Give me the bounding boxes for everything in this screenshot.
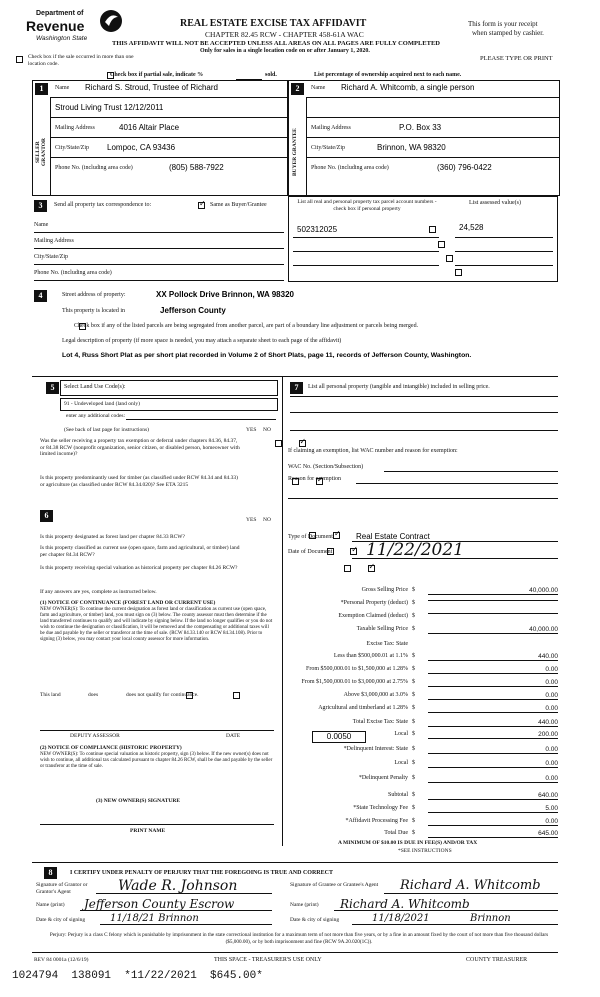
calc-value[interactable]: 0.00 — [428, 775, 558, 783]
calc-row — [290, 792, 558, 802]
dollar-sign: $ — [412, 600, 415, 606]
parcel-header: List all real and personal property tax parcel account numbers - check box if personal property — [297, 199, 437, 212]
doc-date[interactable]: 11/22/2021 — [366, 540, 464, 560]
assessed-header: List assessed value(s) — [469, 200, 521, 206]
type-or-print: PLEASE TYPE OR PRINT — [480, 55, 553, 62]
print-name: PRINT NAME — [130, 828, 166, 834]
seller-phone-label: Phone No. (including area code) — [55, 165, 133, 171]
warning-line: THIS AFFIDAVIT WILL NOT BE ACCEPTED UNLESS ALL AREAS ON ALL PAGES ARE FULLY COMPLETED — [112, 40, 440, 47]
this-land: This land — [40, 692, 61, 698]
buyer-city[interactable]: Brinnon, WA 98320 — [377, 143, 446, 152]
calc-label: Excise Tax: State — [366, 641, 408, 647]
question-2: Is this property predominantly used for timber (as classified under RCW 84.34 and 84.33) or agriculture (as classified under RCW 84.34.020)? See ETA 3215 — [40, 475, 239, 488]
calc-row — [290, 818, 558, 828]
only-for-line: Only for sales in a single location code on or after January 1, 2020. — [200, 48, 370, 54]
calc-row — [290, 775, 558, 785]
dept-line2: Revenue — [26, 18, 85, 34]
buyer-side-label: BUYER GRANTEE — [292, 128, 298, 176]
dollar-sign: $ — [412, 587, 415, 593]
form-number: REV 84 0001a (12/6/19) — [34, 957, 89, 963]
calc-value[interactable]: 200.00 — [428, 731, 558, 739]
calc-label: Subtotal — [387, 792, 408, 798]
calc-label: From $500,000.01 to $1,500,000 at 1.28% — [306, 666, 408, 672]
grantee-sig-label: Signature of Grantee or Grantee's Agent — [290, 882, 379, 888]
street-address[interactable]: XX Pollock Drive Brinnon, WA 98320 — [156, 290, 294, 299]
yes-header-2: YES — [246, 517, 257, 523]
calc-label: Less than $500,000.01 at 1.1% — [333, 653, 408, 659]
notice2-title: (2) NOTICE OF COMPLIANCE (HISTORIC PROPERTY) — [40, 745, 182, 751]
question-1: Was the seller receiving a property tax exemption or deferral under chapters 84.36, 84.37, or 84.38 RCW (nonprofit organization, senior citizen, or disabled person, homeowner with limited income)? — [40, 438, 240, 457]
grantee-date[interactable]: 11/18/2021 — [372, 913, 430, 924]
dollar-sign: $ — [412, 705, 415, 711]
calc-value[interactable]: 0.00 — [428, 705, 558, 713]
seller-section — [32, 80, 288, 196]
calc-row — [290, 692, 558, 702]
no-header-1: NO — [263, 427, 271, 433]
personal-property-checkbox-3[interactable] — [446, 255, 453, 262]
calc-label: *Delinquent Penalty — [358, 775, 408, 781]
calc-label: Local — [394, 760, 408, 766]
personal-property-checkbox-2[interactable] — [438, 241, 445, 248]
grantor-sig-label: Signature of Grantor or Grantor's Agent — [36, 882, 88, 895]
calc-label: *State Technology Fee — [353, 805, 408, 811]
no-header-2: NO — [263, 517, 271, 523]
calc-row — [290, 641, 558, 651]
dollar-sign: $ — [412, 679, 415, 685]
calc-row — [290, 705, 558, 715]
calc-row — [290, 626, 558, 636]
calc-label: *Personal Property (deduct) — [340, 600, 408, 606]
seller-phone[interactable]: (805) 588-7922 — [169, 163, 224, 172]
seller-address-label: Mailing Address — [55, 125, 95, 131]
section-5-number: 5 — [46, 382, 59, 394]
grantor-signature[interactable]: Wade R. Johnson — [118, 878, 238, 894]
calc-row — [290, 653, 558, 663]
ownership-note: List percentage of ownership acquired next to each name. — [314, 72, 462, 78]
seller-side-label: SELLER GRANTOR — [35, 138, 47, 167]
receipt-note-2: when stamped by cashier. — [472, 29, 544, 37]
calc-label: *Delinquent Interest: State — [343, 746, 408, 752]
seller-name-label: Name — [55, 85, 70, 91]
calc-label: Above $3,000,000 at 3.0% — [343, 692, 408, 698]
grantee-name[interactable]: Richard A. Whitcomb — [340, 897, 470, 911]
calc-value[interactable]: 0.00 — [428, 818, 558, 826]
seller-address[interactable]: 4016 Altair Place — [119, 123, 180, 132]
if-yes: If any answers are yes, complete as instructed below. — [40, 589, 157, 595]
treasurer-space: THIS SPACE - TREASURER'S USE ONLY — [214, 957, 322, 963]
form-title: REAL ESTATE EXCISE TAX AFFIDAVIT — [180, 18, 367, 29]
section-3-number: 3 — [34, 200, 47, 212]
does-label: does — [88, 692, 99, 698]
grantor-date[interactable]: 11/18/21 Brinnon — [110, 913, 199, 924]
personal-property-checkbox-4[interactable] — [455, 269, 462, 276]
multi-location-label: Check box if the sale occurred in more than one location code. — [28, 54, 134, 67]
q5-no[interactable] — [368, 565, 375, 572]
calc-value[interactable]: 0.00 — [428, 746, 558, 754]
personal-property-checkbox-1[interactable] — [429, 226, 436, 233]
seller-city-label: City/State/Zip — [55, 145, 89, 151]
receipt-note-1: This form is your receipt — [468, 20, 538, 28]
calc-row — [290, 600, 558, 610]
treasurer-stamp: 1024794 138091 *11/22/2021 $645.00* — [12, 970, 263, 982]
buyer-address-label: Mailing Address — [311, 125, 351, 131]
grantee-name-label: Name (print) — [290, 902, 319, 908]
calc-value[interactable]: 0.00 — [428, 692, 558, 700]
q5-yes[interactable] — [344, 565, 351, 572]
calc-row — [290, 830, 558, 840]
calc-label: Exemption Claimed (deduct) — [338, 613, 408, 619]
assessed-value[interactable]: 24,528 — [459, 223, 484, 232]
exemption-claim: If claiming an exemption, list WAC number and reason for exemption: — [288, 448, 458, 454]
does-not-checkbox[interactable] — [233, 692, 240, 699]
multi-location-checkbox[interactable] — [16, 56, 23, 63]
calc-label: From $1,500,000.01 to $3,000,000 at 2.75% — [301, 679, 408, 685]
dollar-sign: $ — [412, 775, 415, 781]
calc-value[interactable]: 440.00 — [428, 719, 558, 727]
calc-value[interactable]: 0.00 — [428, 679, 558, 687]
does-not-label: does not qualify for continuance. — [126, 692, 199, 698]
calc-value[interactable] — [428, 600, 558, 601]
calc-value[interactable]: 5.00 — [428, 805, 558, 813]
buyer-name[interactable]: Richard A. Whitcomb, a single person — [341, 83, 475, 92]
seller-name-line2[interactable]: Stroud Living Trust 12/12/2011 — [55, 103, 164, 112]
calc-value[interactable]: 0.00 — [428, 760, 558, 768]
additional-codes: enter any additional codes: — [66, 413, 126, 419]
revenue-logo-icon — [98, 8, 124, 34]
calc-label: Gross Selling Price — [361, 587, 408, 593]
doc-type-label: Type of Document — [288, 534, 333, 540]
buyer-section — [288, 80, 560, 196]
minimum-note: A MINIMUM OF $10.00 IS DUE IN FEE(S) AND/OR TAX — [338, 840, 478, 846]
same-as-buyer-label: Same as Buyer/Grantee — [210, 202, 267, 208]
segregated-label: Check box if any of the listed parcels are being segregated from another parcel, are part of a boundary line adjustment or parcels being merged. — [74, 323, 419, 329]
q3-no[interactable] — [333, 532, 340, 539]
calc-value[interactable]: 440.00 — [428, 653, 558, 661]
dollar-sign: $ — [412, 626, 415, 632]
q1-yes[interactable] — [275, 440, 282, 447]
land-use-select[interactable] — [60, 398, 278, 411]
dollar-sign: $ — [412, 719, 415, 725]
s3-address-label: Mailing Address — [34, 238, 74, 244]
dollar-sign: $ — [412, 805, 415, 811]
grantor-name-label: Name (print) — [36, 902, 65, 908]
county-label: This property is located in — [62, 308, 125, 314]
question-5: Is this property receiving special valuation as historical property per chapter 84.26 RCW? — [40, 565, 238, 571]
dollar-sign: $ — [412, 746, 415, 752]
partial-sale-sold: sold. — [265, 72, 277, 78]
see-instructions: *SEE INSTRUCTIONS — [398, 848, 452, 854]
grantor-date-label: Date & city of signing — [36, 917, 86, 923]
dollar-sign: $ — [412, 666, 415, 672]
legal-label: Legal description of property (if more space is needed, you may attach a separate sheet to each page of the affidavit) — [62, 338, 342, 344]
buyer-phone-label: Phone No. (including area code) — [311, 165, 389, 171]
new-owner-signature: (3) NEW OWNER(S) SIGNATURE — [96, 798, 180, 804]
calc-value[interactable]: 0.00 — [428, 666, 558, 674]
s3-city-label: City/State/Zip — [34, 254, 68, 260]
certify-statement: I CERTIFY UNDER PENALTY OF PERJURY THAT THE FOREGOING IS TRUE AND CORRECT — [70, 870, 333, 876]
section-4-number: 4 — [34, 290, 47, 302]
calc-label: Local — [394, 731, 408, 737]
calc-label: Total Excise Tax: State — [352, 719, 408, 725]
calc-value[interactable]: 40,000.00 — [428, 626, 558, 634]
wac-label: WAC No. (Section/Subsection) — [288, 464, 364, 470]
section-6-number: 6 — [40, 510, 53, 522]
q1-no[interactable] — [299, 440, 306, 447]
calc-row — [290, 587, 558, 597]
legal-description[interactable]: Lot 4, Russ Short Plat as per short plat recorded in Volume 2 of Short Plats, page 11, records of Jefferson County, Washington. — [62, 352, 472, 359]
section-2-number: 2 — [291, 83, 304, 95]
dollar-sign: $ — [412, 613, 415, 619]
county-treasurer: COUNTY TREASURER — [466, 957, 528, 963]
calc-row — [290, 805, 558, 815]
buyer-phone[interactable]: (360) 796-0422 — [437, 163, 492, 172]
grantee-date-label: Date & city of signing — [290, 917, 340, 923]
grantor-name[interactable]: Jefferson County Escrow — [84, 897, 235, 911]
dollar-sign: $ — [412, 653, 415, 659]
calc-label: Total Due — [384, 830, 408, 836]
dollar-sign: $ — [412, 760, 415, 766]
buyer-city-label: City/State/Zip — [311, 145, 345, 151]
calc-value[interactable]: 645.00 — [428, 830, 558, 838]
dollar-sign: $ — [412, 731, 415, 737]
calc-row — [290, 746, 558, 756]
notice2-body: NEW OWNER(S): To continue special valuation as historic property, sign (3) below. If the new owner(s) does not wish to continue, all additional tax calculated pursuant to chapter 84.26 RCW, shall be due and payable by the seller or transferor at the time of sale. — [40, 752, 273, 769]
calc-label: *Affidavit Processing Fee — [345, 818, 408, 824]
calc-label: Taxable Selling Price — [356, 626, 408, 632]
section-1-number: 1 — [35, 83, 48, 95]
seller-name-line1[interactable]: Richard S. Stroud, Trustee of Richard — [85, 83, 218, 92]
seller-city[interactable]: Lompoc, CA 93436 — [107, 143, 176, 152]
buyer-name-label: Name — [311, 85, 326, 91]
calc-row — [290, 679, 558, 689]
doc-date-label: Date of Document — [288, 549, 333, 555]
see-back: (See back of last page for instructions) — [64, 427, 149, 433]
calc-row — [290, 613, 558, 623]
question-3: Is this property designated as forest land per chapter 84.33 RCW? — [40, 534, 185, 540]
same-as-buyer-checkbox[interactable] — [198, 202, 205, 209]
perjury-notice: Perjury: Perjury is a class C felony which is punishable by imprisonment in the state correctional institution for a maximum term of not more than five years, or by a fine in an amount fixed by the court of not more than five thousand dollars ($5,000.00), or by both imprisonment and fine (RCW 9A.20.020(1C)). — [49, 932, 549, 945]
dollar-sign: $ — [412, 692, 415, 698]
land-use-value: 91 - Undeveloped land (land only) — [64, 401, 140, 407]
street-label: Street address of property: — [62, 292, 126, 298]
land-use-label: Select Land Use Code(s): — [64, 384, 126, 390]
dept-line1: Department of — [36, 10, 84, 17]
calc-row — [290, 760, 558, 770]
partial-sale-label: Check box if partial sale, indicate % — [110, 72, 204, 78]
deputy-assessor: DEPUTY ASSESSOR — [70, 733, 120, 739]
dept-line3: Washington State — [36, 35, 88, 42]
local-rate-box[interactable]: 0.0050 — [312, 731, 366, 743]
reason-label: Reason for exemption — [288, 476, 341, 482]
dollar-sign: $ — [412, 830, 415, 836]
q4-no[interactable] — [350, 548, 357, 555]
calc-row — [290, 719, 558, 729]
section-8-number: 8 — [44, 867, 57, 879]
calc-value[interactable]: 640.00 — [428, 792, 558, 800]
section-7-number: 7 — [290, 382, 303, 394]
county[interactable]: Jefferson County — [160, 306, 226, 315]
notice1-body: NEW OWNER(S): To continue the current designation as forest land or classification as current use (open space, farm and agriculture, or timber) land, you must sign on (3) below. The county assessor must then determine if the land transferred continues to qualify and will indicate by signing below. If the land no longer qualifies or you do not wish to continue the designation or classification, it will be removed and the compensating or additional taxes will be due and payable by the seller or transferor at the time of sale. (RCW 84.33.140 or RCW 84.34.108). Prior to signing (3) below, you may contact your local county assessor for more information. — [40, 607, 273, 642]
send-label: Send all property tax correspondence to: — [54, 202, 152, 208]
calc-row — [290, 666, 558, 676]
s3-phone-label: Phone No. (including area code) — [34, 270, 112, 276]
personal-property-label: List all personal property (tangible and intangible) included in selling price. — [308, 384, 490, 390]
buyer-address[interactable]: P.O. Box 33 — [399, 123, 442, 132]
form-subtitle: CHAPTER 82.45 RCW - CHAPTER 458-61A WAC — [205, 30, 364, 39]
correspondence-section — [32, 196, 558, 282]
calc-value[interactable] — [428, 613, 558, 614]
dollar-sign: $ — [412, 818, 415, 824]
parcel-number[interactable]: 502312025 — [297, 225, 338, 234]
grantee-signature[interactable]: Richard A. Whitcomb — [400, 878, 541, 893]
calc-label: Agricultural and timberland at 1.28% — [318, 705, 408, 711]
question-4: Is this property classified as current use (open space, farm and agricultural, or timber) land per chapter 84.34 RCW? — [40, 545, 240, 558]
grantee-city[interactable]: Brinnon — [470, 913, 511, 924]
parcel-table — [288, 196, 558, 282]
calc-value[interactable]: 40,000.00 — [428, 587, 558, 595]
s3-name-label: Name — [34, 222, 49, 228]
notice1-title: (1) NOTICE OF CONTINUANCE (FOREST LAND OR CURRENT USE) — [40, 600, 216, 606]
deputy-date: DATE — [226, 733, 241, 739]
doc-type[interactable]: Real Estate Contract — [356, 532, 430, 541]
dollar-sign: $ — [412, 792, 415, 798]
yes-header-1: YES — [246, 427, 257, 433]
